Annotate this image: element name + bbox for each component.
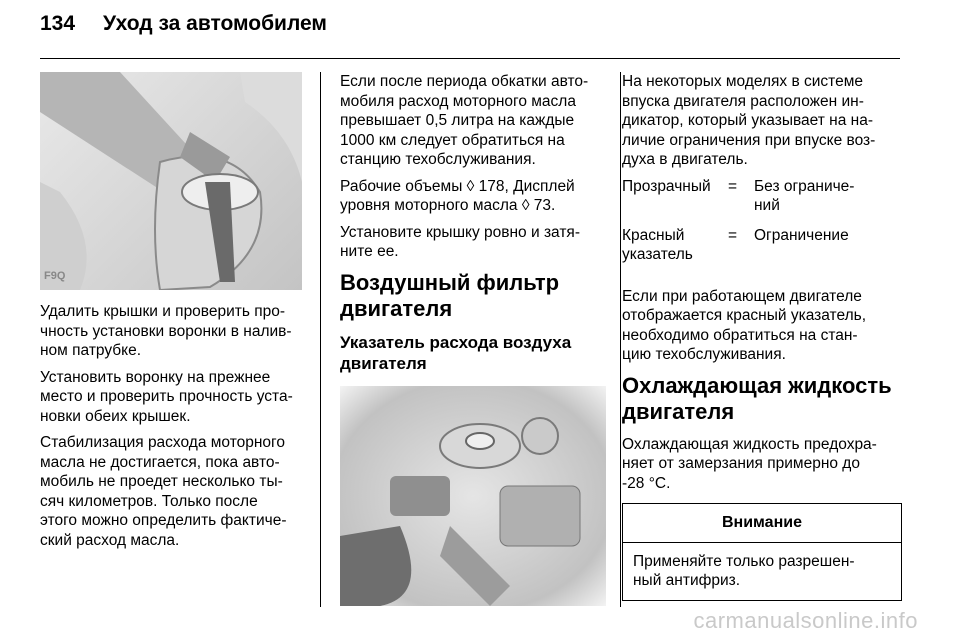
paragraph: Если после периода обкатки авто- мобиля расход моторного масла превышает 0,5 литра на каждые 1000 км следует обратиться на станцию техобслуживания.: [340, 73, 589, 168]
oil-funnel-illustration: [40, 72, 302, 290]
header-rule: [40, 58, 900, 59]
indicator-meaning: Ограничение: [754, 226, 849, 244]
equals-sign: =: [728, 177, 738, 195]
engine-bay-illustration: [340, 386, 606, 606]
paragraph: Если при работающем двигателе отображается красный указатель, необходимо обратиться на стан- цию техобслуживания.: [622, 287, 867, 363]
column-1: [40, 72, 306, 557]
section-heading: Охлаждающая жидкость двигателя: [622, 372, 892, 424]
paragraph: На некоторых моделях в системе впуска двигателя расположен ин- дикатор, который указывает на на- личие ограничения при впуске воз- духа в двигатель.: [622, 73, 876, 168]
equals-sign: =: [728, 226, 738, 244]
page-title: Уход за автомобилем: [103, 12, 327, 35]
section-heading: Воздушный фильтр двигателя: [340, 269, 560, 321]
paragraph: Рабочие объемы ◊ 178, Дисплей уровня моторного масла ◊ 73.: [340, 177, 575, 214]
paragraph: Стабилизация расхода моторного масла не достигается, пока авто- мобиль не проедет несколько ты- сяч километров. Только после этого можно определить фактиче- ский расход масла.: [40, 434, 287, 549]
paragraph: Установите крышку ровно и затя- ните ее.: [340, 223, 580, 260]
column-2: [340, 72, 606, 606]
warning-box: [622, 503, 902, 601]
column-3: [622, 72, 902, 601]
funnel-figure: [40, 72, 302, 290]
subsection-heading: Указатель расхода воздуха двигателя: [340, 332, 572, 373]
indicator-term: Прозрачный: [622, 177, 711, 195]
table-row: [622, 226, 854, 275]
indicator-meaning: Без ограниче- ний: [754, 177, 855, 214]
column-divider: [620, 72, 621, 607]
indicator-term: Красный указатель: [622, 226, 693, 263]
watermark: carmanualsonline.info: [693, 608, 918, 633]
warning-text: Применяйте только разрешен- ный антифриз.: [633, 552, 855, 589]
indicator-table: [622, 177, 854, 275]
page-header: [40, 12, 327, 36]
warning-title: Внимание: [623, 504, 901, 543]
paragraph: Установить воронку на прежнее место и проверить прочность уста- новки обеих крышек.: [40, 368, 293, 425]
column-divider: [320, 72, 321, 607]
page-number: 134: [40, 12, 76, 35]
paragraph: Охлаждающая жидкость предохра- няет от замерзания примерно до -28 °C.: [622, 435, 877, 492]
figure-label: F9Q: [44, 269, 66, 282]
paragraph: Удалить крышки и проверить про- чность установки воронки в налив- ном патрубке.: [40, 303, 292, 359]
table-row: [622, 177, 854, 226]
engine-figure: [340, 386, 606, 606]
